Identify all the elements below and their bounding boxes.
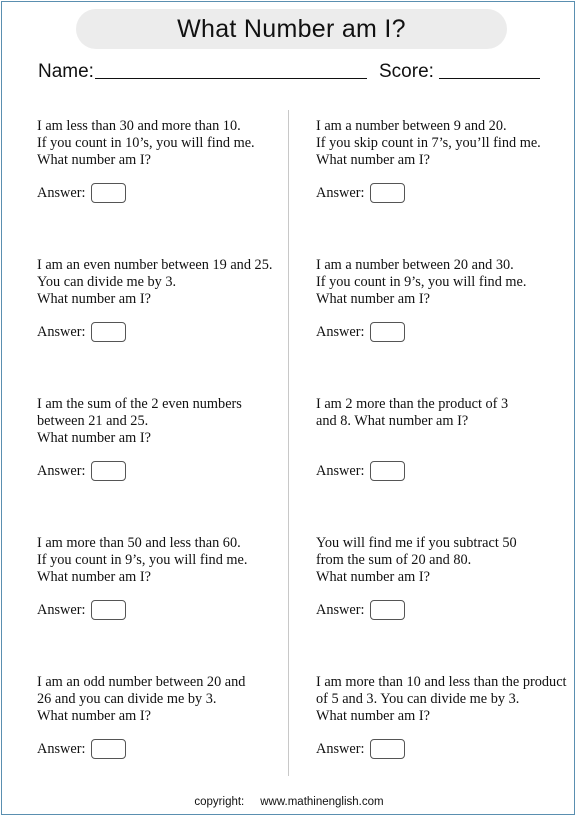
question-text: I am 2 more than the product of 3 and 8. What number am I?	[316, 396, 509, 429]
answer-box[interactable]	[370, 600, 405, 620]
question-text: I am more than 10 and less than the product of 5 and 3. You can divide me by 3. What number am I?	[316, 674, 567, 724]
answer-label: Answer:	[37, 740, 86, 757]
answer-row	[316, 460, 405, 482]
answer-label: Answer:	[316, 462, 365, 479]
answer-row	[37, 599, 126, 621]
answer-box[interactable]	[91, 183, 126, 203]
answer-box[interactable]	[91, 739, 126, 759]
question-6	[316, 396, 566, 479]
name-label: Name:	[38, 61, 94, 82]
question-2	[316, 118, 566, 201]
answer-label: Answer:	[316, 323, 365, 340]
answer-box[interactable]	[91, 322, 126, 342]
answer-row	[316, 599, 405, 621]
question-1	[37, 118, 287, 201]
question-text: I am a number between 9 and 20. If you skip count in 7’s, you’ll find me. What number am I?	[316, 118, 541, 168]
question-text: I am less than 30 and more than 10. If you count in 10’s, you will find me. What number am I?	[37, 118, 255, 168]
footer	[0, 796, 578, 808]
answer-row	[37, 321, 126, 343]
question-3	[37, 257, 287, 340]
question-7	[37, 535, 287, 618]
answer-label: Answer:	[316, 601, 365, 618]
copyright-label: copyright:	[194, 796, 245, 808]
name-field[interactable]	[95, 78, 367, 79]
score-field[interactable]	[439, 78, 540, 79]
question-10	[316, 674, 574, 757]
answer-box[interactable]	[370, 322, 405, 342]
answer-box[interactable]	[370, 183, 405, 203]
answer-row	[37, 460, 126, 482]
question-text: I am a number between 20 and 30. If you count in 9’s, you will find me. What number am I?	[316, 257, 527, 307]
answer-box[interactable]	[91, 461, 126, 481]
answer-label: Answer:	[37, 184, 86, 201]
question-4	[316, 257, 566, 340]
question-text: I am an even number between 19 and 25. You can divide me by 3. What number am I?	[37, 257, 273, 307]
question-text: I am the sum of the 2 even numbers between 21 and 25. What number am I?	[37, 396, 242, 446]
answer-row	[316, 321, 405, 343]
answer-row	[37, 182, 126, 204]
answer-label: Answer:	[37, 462, 86, 479]
question-9	[37, 674, 287, 757]
answer-label: Answer:	[316, 740, 365, 757]
answer-label: Answer:	[37, 601, 86, 618]
question-text: I am more than 50 and less than 60. If you count in 9’s, you will find me. What number am I?	[37, 535, 248, 585]
answer-box[interactable]	[91, 600, 126, 620]
answer-row	[37, 738, 126, 760]
answer-label: Answer:	[316, 184, 365, 201]
answer-box[interactable]	[370, 461, 405, 481]
answer-label: Answer:	[37, 323, 86, 340]
score-label: Score:	[379, 61, 434, 82]
name-score-row	[38, 58, 548, 84]
answer-row	[316, 182, 405, 204]
question-5	[37, 396, 287, 479]
answer-row	[316, 738, 405, 760]
page-title: What Number am I?	[177, 14, 406, 43]
question-text: I am an odd number between 20 and 26 and you can divide me by 3. What number am I?	[37, 674, 246, 724]
question-text: You will find me if you subtract 50 from the sum of 20 and 80. What number am I?	[316, 535, 517, 585]
title-banner	[76, 9, 507, 49]
website-link[interactable]: www.mathinenglish.com	[260, 796, 384, 808]
column-divider	[288, 110, 289, 776]
question-8	[316, 535, 566, 618]
answer-box[interactable]	[370, 739, 405, 759]
